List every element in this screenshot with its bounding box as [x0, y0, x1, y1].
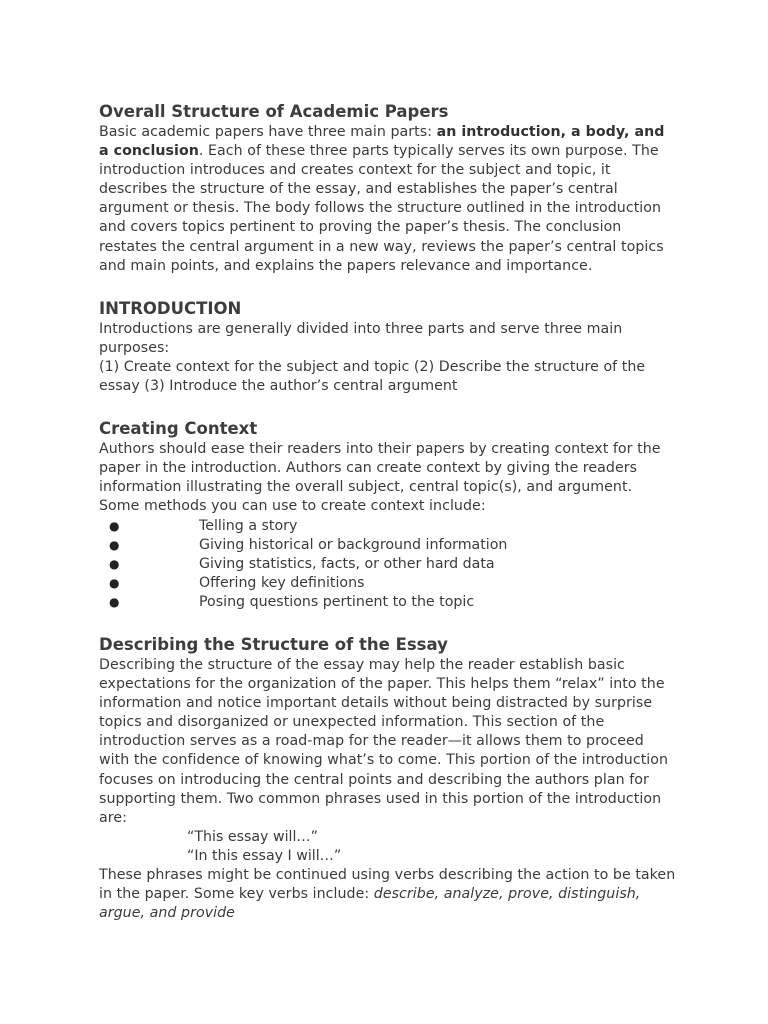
section-title-overall: Overall Structure of Academic Papers	[99, 102, 449, 121]
list-item-text: Telling a story	[199, 517, 298, 534]
context-paragraph: Authors should ease their readers into their papers by creating context for the paper in the introduction. Authors can create context by giving the readers information illustrating the overall subject, central topic(s), and argument. Some methods you can use to create context include:	[99, 441, 661, 515]
section-title-introduction: INTRODUCTION	[99, 298, 242, 318]
key-verbs: describe, analyze, prove, distinguish, argue, and provide	[99, 886, 641, 922]
overall-intro-rest: . Each of these three parts typically serves its own purpose. The introduction introduces and creates context for the subject and topic, it describes the structure of the essay, and establishes the paper’s central argument or thesis. The body follows the structure outlined in the introduction and covers topics pertinent to proving the paper’s thesis. The conclusion restates the central argument in a new way, reviews the paper’s central topics and main points, and explains the papers relevance and importance.	[99, 143, 664, 274]
list-item-text: Giving statistics, facts, or other hard data	[199, 555, 495, 572]
structure-closing-paragraph	[99, 866, 676, 923]
structure-paragraph: Describing the structure of the essay may help the reader establish basic expectations for the organization of the paper. This helps them “relax” into the information and notice important details without being distracted by surprise topics and disorganized or unexpected information. This section of the introduction serves as a road-map for the reader—it allows them to proceed with the confidence of knowing what’s to come. This portion of the introduction focuses on introducing the central points and describing the authors plan for supporting them. Two common phrases used in this portion of the introduction are:	[99, 656, 669, 826]
list-item-text: Offering key definitions	[199, 574, 365, 591]
list-item	[99, 536, 676, 555]
list-item-text: Giving historical or background information	[199, 536, 508, 553]
introduction-line-1: Introductions are generally divided into three parts and serve three main purposes:	[99, 320, 623, 356]
overall-intro-text: Basic academic papers have three main parts:	[99, 124, 437, 140]
introduction-line-2: (1) Create context for the subject and topic (2) Describe the structure of the essay (3) Introduce the author’s central argument	[99, 358, 646, 395]
bullet-icon: ●	[109, 518, 120, 533]
quote-line-2: “In this essay I will…”	[187, 847, 342, 864]
list-item	[99, 555, 676, 574]
overall-intro-bold: an introduction, a body, and a conclusion	[99, 124, 665, 160]
list-item-text: Posing questions pertinent to the topic	[199, 593, 475, 610]
bullet-icon: ●	[109, 575, 120, 590]
list-item	[99, 593, 676, 612]
closing-text: These phrases might be continued using verbs describing the action to be taken in the paper. Some key verbs include:	[99, 867, 676, 903]
context-bullet-list	[99, 517, 676, 612]
section-title-context: Creating Context	[99, 419, 258, 439]
list-item	[99, 517, 676, 536]
overall-paragraph	[99, 123, 676, 276]
bullet-icon: ●	[109, 594, 120, 609]
list-item	[99, 574, 676, 593]
quote-line-1: “This essay will…”	[187, 828, 318, 845]
bullet-icon: ●	[109, 556, 120, 571]
bullet-icon: ●	[109, 537, 120, 552]
section-title-structure: Describing the Structure of the Essay	[99, 634, 448, 654]
